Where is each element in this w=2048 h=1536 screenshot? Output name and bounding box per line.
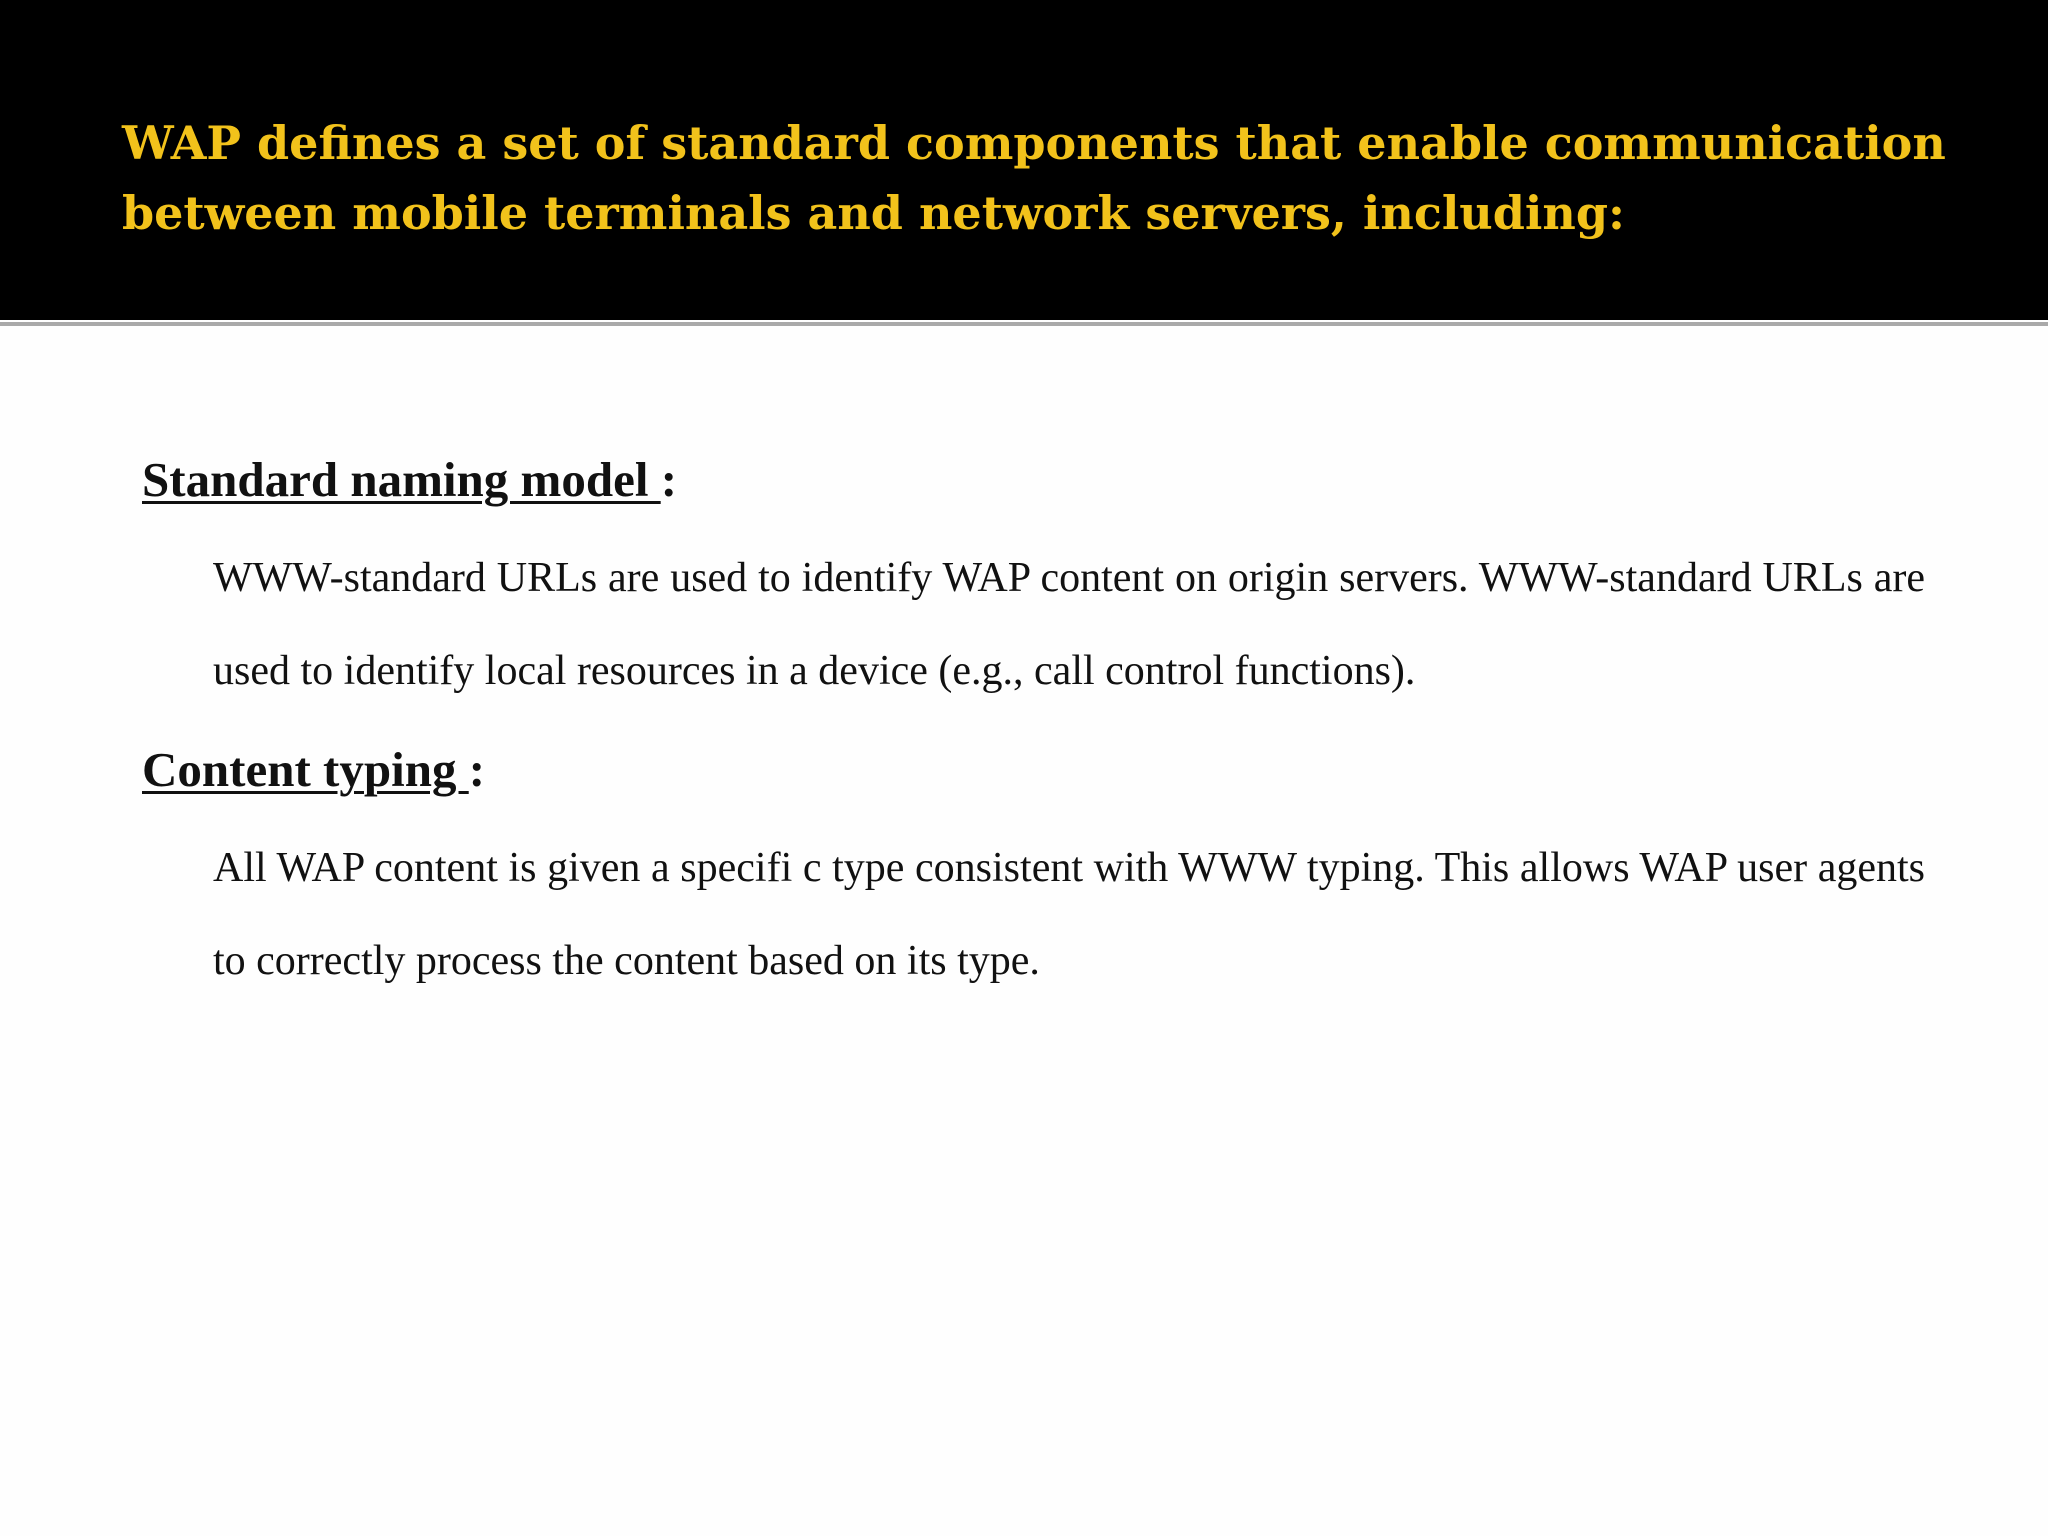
heading-separator: : bbox=[660, 452, 678, 507]
heading-separator: : bbox=[468, 742, 486, 797]
section-heading-text: Standard naming model bbox=[142, 452, 661, 507]
section-body: All WAP content is given a specifi c type consistent with WWW typing. This allows WAP user agents to correctly process the content based on its type. bbox=[213, 845, 1925, 984]
section-heading bbox=[142, 740, 485, 800]
section-heading-text: Content typing bbox=[142, 742, 469, 797]
section-body: WWW-standard URLs are used to identify WAP content on origin servers. WWW-standard URLs are used to identify local resources in a device (e.g., call control functions). bbox=[213, 555, 1925, 694]
slide-title: WAP defines a set of standard components that enable communication between mobile terminals and network servers, including: bbox=[122, 116, 1946, 240]
section-heading bbox=[142, 450, 677, 510]
